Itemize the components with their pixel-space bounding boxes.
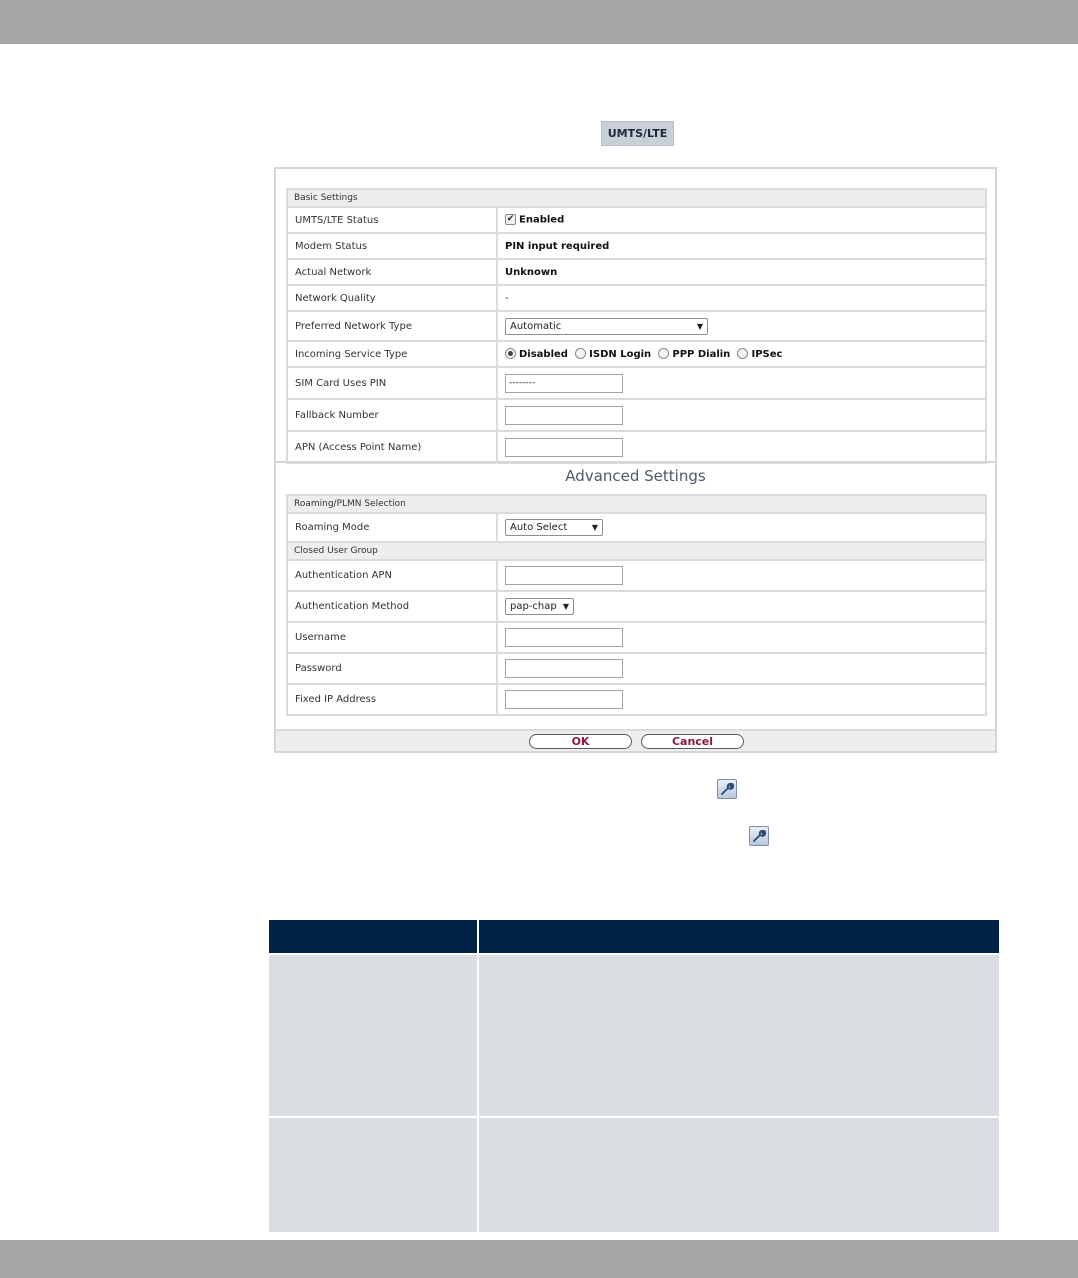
table-row [269,1117,999,1232]
field-label: Preferred Network Type [287,311,497,341]
settings-panel [274,167,997,753]
table-row [287,591,986,622]
radio-label: Disabled [519,348,568,360]
preferred-network-type-select[interactable] [505,318,708,335]
table-row [287,259,986,285]
checkbox-label: Enabled [519,214,565,226]
password-input[interactable] [505,659,623,678]
description-table [269,920,999,1232]
field-label: APN (Access Point Name) [287,431,497,463]
table-cell [478,954,999,1117]
chevron-down-icon: ▼ [696,321,703,331]
chevron-down-icon: ▼ [562,602,569,611]
field-label: Actual Network [287,259,497,285]
basic-settings-table [286,188,987,464]
field-label: Network Quality [287,285,497,311]
auth-method-select[interactable] [505,598,574,615]
table-row [287,513,986,542]
table-row [287,285,986,311]
field-label: Incoming Service Type [287,341,497,367]
section-title: Closed User Group [287,542,986,560]
field-label: Authentication Method [287,591,497,622]
field-label: Password [287,653,497,684]
radio-label: PPP Dialin [672,348,731,360]
field-label: Username [287,622,497,653]
auth-apn-input[interactable] [505,566,623,585]
actual-network-value: Unknown [505,266,558,278]
advanced-settings-table [286,494,987,716]
wrench-icon[interactable] [717,779,737,799]
table-row [287,341,986,367]
radio-label: ISDN Login [589,348,652,360]
radio-ppp-dialin[interactable] [658,348,669,359]
field-label: Authentication APN [287,560,497,591]
table-row [287,233,986,259]
table-header-cell [269,920,478,954]
field-label: Fixed IP Address [287,684,497,715]
field-label: UMTS/LTE Status [287,207,497,233]
apn-input[interactable] [505,438,623,457]
select-value: Automatic [510,320,562,332]
sim-pin-input[interactable]: -------- [505,374,623,393]
top-bar [0,0,1078,44]
table-row [287,207,986,233]
checkbox-enabled[interactable]: ✔ [506,214,515,225]
fixed-ip-input[interactable] [505,690,623,709]
table-row [287,653,986,684]
ok-button[interactable]: OK [529,734,632,749]
button-bar [276,729,995,751]
field-label: Roaming Mode [287,513,497,542]
table-header-cell [478,920,999,954]
table-row [287,622,986,653]
table-cell [269,954,478,1117]
chevron-down-icon: ▼ [591,523,598,532]
radio-disabled[interactable] [505,348,516,359]
table-cell [269,1117,478,1232]
username-input[interactable] [505,628,623,647]
bottom-bar [0,1240,1078,1278]
fallback-number-input[interactable] [505,406,623,425]
select-value: Auto Select [510,522,568,533]
table-row [287,684,986,715]
roaming-mode-select[interactable] [505,519,603,536]
table-row [287,431,986,463]
radio-isdn-login[interactable] [575,348,586,359]
divider [276,461,995,463]
network-quality-value: - [497,285,986,311]
wrench-icon[interactable] [749,826,769,846]
select-value: pap-chap [510,601,557,612]
section-title: Roaming/PLMN Selection [287,495,986,513]
table-cell [478,1117,999,1232]
modem-status-value: PIN input required [505,240,610,252]
table-row [269,954,999,1117]
table-row [287,311,986,341]
table-row [287,399,986,431]
advanced-settings-title: Advanced Settings [565,467,706,485]
cancel-button[interactable]: Cancel [641,734,744,749]
table-row [287,560,986,591]
field-label: Modem Status [287,233,497,259]
radio-ipsec[interactable] [737,348,748,359]
radio-label: IPSec [751,348,783,360]
field-label: SIM Card Uses PIN [287,367,497,399]
section-title: Basic Settings [287,189,986,207]
field-label: Fallback Number [287,399,497,431]
tab-umts-lte[interactable]: UMTS/LTE [601,121,674,146]
table-row [287,367,986,399]
